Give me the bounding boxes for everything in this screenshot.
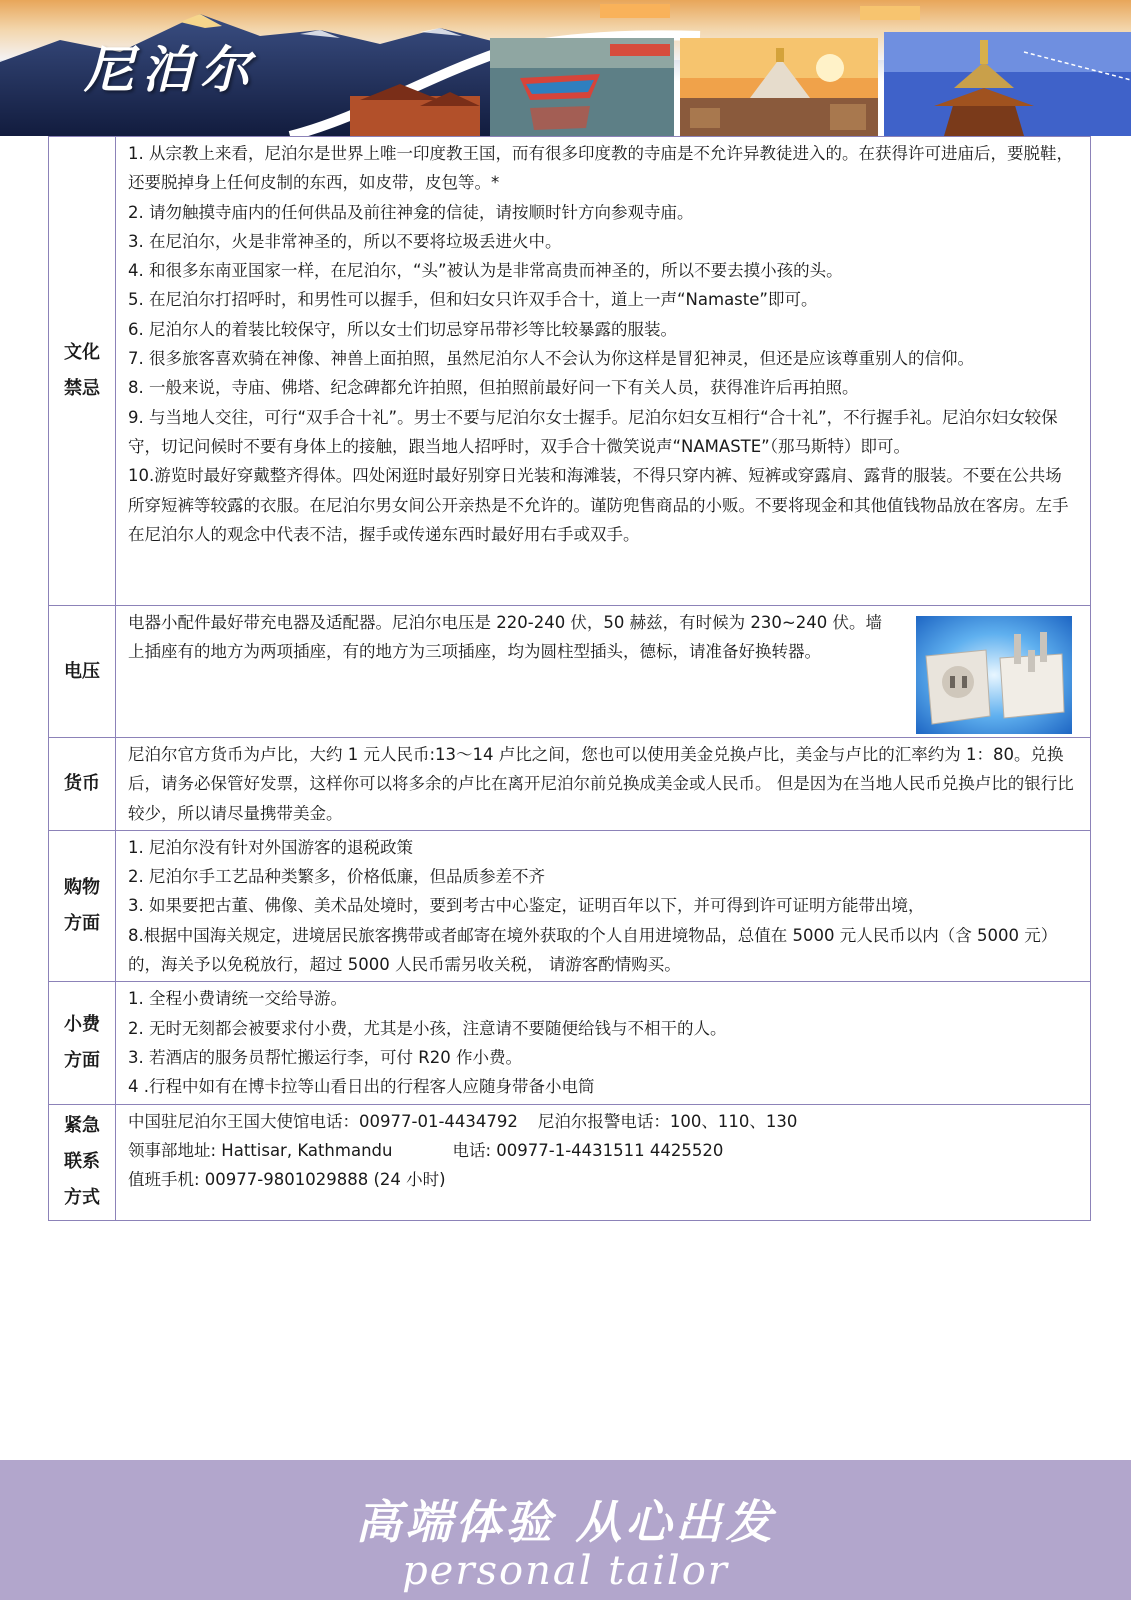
culture-row: [49, 137, 1091, 606]
duty-mobile: 值班手机: 00977-9801029888 (24 小时): [128, 1170, 446, 1190]
tips-label-line: 小费: [64, 1013, 100, 1035]
list-item: 5. 在尼泊尔打招呼时，和男性可以握手，但和妇女只许双手合十，道上一声“Namaste”即可。: [128, 290, 818, 310]
boat-photo: [490, 38, 674, 136]
shopping-label-line: 方面: [64, 913, 100, 935]
list-item: 8. 一般来说，寺庙、佛塔、纪念碑都允许拍照，但拍照前最好问一下有关人员，获得准许后再拍照。: [128, 378, 859, 398]
emergency-row: [49, 1104, 1091, 1220]
voltage-label-line: 电压: [64, 660, 100, 682]
consulate-phone: 电话: 00977-1-4431511 4425520: [452, 1140, 724, 1160]
list-item: 2. 尼泊尔手工艺品种类繁多，价格低廉，但品质参差不齐: [128, 867, 545, 887]
list-item: 9. 与当地人交往，可行“双手合十礼”。男士不要与尼泊尔女士握手。尼泊尔妇女互相行“合十礼”，不行握手礼。尼泊尔妇女较保守，切记问候时不要有身体上的接触，跟当地人招呼时，双手合十微笑说声“NAMASTE”（那马斯特）即可。: [128, 407, 1058, 456]
list-item: 1. 尼泊尔没有针对外国游客的退税政策: [128, 837, 413, 857]
shopping-label: [49, 830, 116, 981]
list-item: 7. 很多旅客喜欢骑在神像、神兽上面拍照，虽然尼泊尔人不会认为你这样是冒犯神灵，但还是应该尊重别人的信仰。: [128, 349, 974, 369]
footer-subtitle: personal tailor: [402, 1548, 729, 1594]
footer-slogan: 高端体验 从心出发: [355, 1495, 776, 1549]
culture-label-line: 文化: [64, 342, 100, 363]
shopping-row: [49, 830, 1091, 981]
currency-row: [49, 738, 1091, 831]
emergency-label-line: 联系: [64, 1151, 100, 1173]
stupa-photo: [680, 38, 878, 136]
tips-label-line: 方面: [64, 1049, 100, 1071]
list-item: 4. 和很多东南亚国家一样，在尼泊尔，“头”被认为是非常高贵而神圣的，所以不要去摸小孩的头。: [128, 261, 843, 281]
currency-text: 尼泊尔官方货币为卢比，大约 1 元人民币:13～14 卢比之间，您也可以使用美金兑换卢比，美金与卢比的汇率约为 1：80。兑换后，请务必保管好发票，这样你可以将多余的卢比在离开尼泊尔前兑换成美金或人民币。 但是因为在当地人民币兑换卢比的银行比较少，所以请尽量携带美金。: [128, 745, 1074, 823]
emergency-label: [49, 1104, 116, 1220]
emergency-label-line: 方式: [64, 1187, 100, 1209]
shopping-label-line: 购物: [64, 877, 100, 899]
currency-label-line: 货币: [64, 772, 100, 794]
voltage-content: [116, 606, 1091, 738]
emergency-phones-line: [128, 1107, 1078, 1136]
list-item: 8.根据中国海关规定，进境居民旅客携带或者邮寄在境外获取的个人自用进境物品，总值在 5000 元人民币以内（含 5000 元）的，海关予以免税放行，超过 5000 人民币需另收关税， 请游客酌情购买。: [128, 925, 1058, 975]
list-item: 2. 请勿触摸寺庙内的任何供品及前往神龛的信徒，请按顺时针方向参观寺庙。: [128, 202, 694, 222]
list-item: 10.游览时最好穿戴整齐得体。四处闲逛时最好别穿日光装和海滩装，不得只穿内裤、短裤或穿露肩、露背的服装。不要在公共场所穿短裤等较露的衣服。在尼泊尔男女间公开亲热是不允许的。谨防兜售商品的小贩。不要将现金和其他值钱物品放在客房。左手在尼泊尔人的观念中代表不洁，握手或传递东西时最好用右手或双手。: [128, 466, 1069, 544]
page-title: 尼泊尔: [84, 40, 258, 99]
footer-banner: [0, 1460, 1131, 1600]
voltage-text: 电器小配件最好带充电器及适配器。尼泊尔电压是 220-240 伏，50 赫兹，有时候为 230~240 伏。墙上插座有的地方为两项插座，有的地方为三项插座，均为圆柱型插头，德标，请准备好换转器。: [128, 613, 882, 662]
list-item: 3. 在尼泊尔，火是非常神圣的，所以不要将垃圾丢进火中。: [128, 231, 562, 251]
consulate-line: [128, 1136, 1078, 1165]
tips-label: [49, 982, 116, 1104]
shopping-content: [116, 830, 1091, 981]
voltage-label: [49, 606, 116, 738]
list-item: 4 .行程中如有在博卡拉等山看日出的行程客人应随身带备小电筒: [128, 1077, 595, 1097]
emergency-label-line: 紧急: [64, 1115, 100, 1137]
police-phone: 尼泊尔报警电话：100、110、130: [537, 1111, 798, 1131]
voltage-row: [49, 606, 1091, 738]
culture-label-line: 禁忌: [64, 378, 100, 399]
culture-label: [49, 137, 116, 606]
emergency-content: [116, 1104, 1091, 1220]
list-item: 2. 无时无刻都会被要求付小费，尤其是小孩，注意请不要随便给钱与不相干的人。: [128, 1018, 727, 1038]
list-item: 1. 从宗教上来看，尼泊尔是世界上唯一印度教王国，而有很多印度教的寺庙是不允许异教徒进入的。在获得许可进庙后，要脱鞋，还要脱掉身上任何皮制的东西，如皮带，皮包等。*: [128, 144, 1073, 193]
list-item: 1. 全程小费请统一交给导游。: [128, 989, 347, 1009]
tips-row: [49, 982, 1091, 1104]
list-item: 3. 若酒店的服务员帮忙搬运行李，可付 R20 作小费。: [128, 1047, 522, 1067]
consulate-address: 领事部地址: Hattisar, Kathmandu: [128, 1140, 393, 1160]
list-item: 6. 尼泊尔人的着装比较保守，所以女士们切忌穿吊带衫等比较暴露的服装。: [128, 319, 677, 339]
currency-label: [49, 738, 116, 831]
plug-adapter-image: [916, 616, 1072, 734]
pagoda-photo: [884, 32, 1131, 136]
list-item: 3. 如果要把古董、佛像、美术品处境时，要到考古中心鉴定，证明百年以下，并可得到许可证明方能带出境，: [128, 896, 925, 916]
currency-content: [116, 738, 1091, 831]
embassy-phone: 中国驻尼泊尔王国大使馆电话：00977-01-4434792: [128, 1111, 518, 1131]
travel-info-table: [48, 136, 1091, 1221]
tips-content: [116, 982, 1091, 1104]
header-banner: [0, 0, 1131, 136]
culture-content: [116, 137, 1091, 606]
